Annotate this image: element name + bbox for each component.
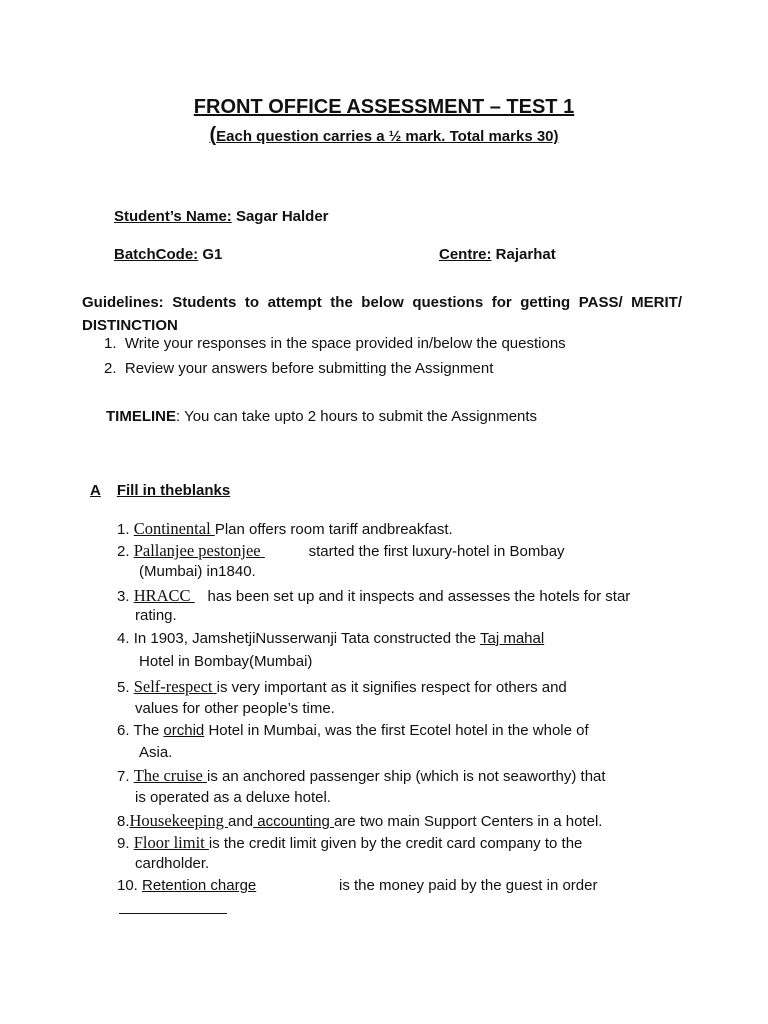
question-number: 3. (117, 588, 134, 605)
question-number: 2. (117, 543, 134, 560)
guideline-item (104, 360, 493, 377)
guideline-text: Review your answers before submitting the Assignment (124, 360, 494, 377)
answer-blank: accounting (253, 813, 334, 830)
question-text: is the credit limit given by the credit card company to the (208, 835, 583, 852)
timeline-text: : You can take upto 2 hours to submit the Assignments (176, 408, 538, 425)
question-5-continued: values for other people’s time. (135, 700, 335, 717)
question-text-before: The (133, 722, 164, 739)
question-number: 9. (117, 835, 134, 852)
blank-underline (191, 588, 203, 605)
student-name-value: Sagar Halder (231, 208, 329, 225)
question-number: 8. (117, 813, 130, 830)
batch-code-label: BatchCode: (114, 246, 199, 263)
question-text: In 1903, JamshetjiNusserwanji Tata constructed the (133, 630, 480, 647)
question-9 (117, 833, 582, 853)
question-10-text: is the money paid by the guest in order (339, 877, 598, 894)
timeline-label: TIMELINE (106, 408, 176, 425)
answer-blank: Housekeeping (129, 811, 229, 830)
question-text: started the first luxury-hotel in Bombay (308, 543, 565, 560)
guideline-number: 1. (104, 335, 117, 352)
question-number: 7. (117, 768, 134, 785)
batch-code-row (114, 246, 222, 263)
answer-blank: Retention charge (142, 877, 257, 894)
question-7 (117, 766, 606, 786)
answer-blank: Pallanjee pestonjee (133, 541, 261, 560)
question-1 (117, 519, 453, 539)
question-text-mid: and (228, 813, 254, 830)
answer-blank: Continental (133, 519, 215, 538)
guideline-text: Write your responses in the space provided in/below the questions (124, 335, 566, 352)
question-3 (117, 586, 630, 606)
subtitle-paren: ( (209, 124, 217, 146)
answer-blank: Taj mahal (480, 630, 545, 647)
question-number: 6. (117, 722, 134, 739)
question-number: 10. (117, 877, 143, 894)
question-8 (117, 811, 602, 831)
question-6-continued: Asia. (139, 744, 173, 761)
answer-blank: Floor limit (133, 833, 209, 852)
question-text: has been set up and it inspects and assesses the hotels for star (207, 588, 631, 605)
centre-value: Rajarhat (491, 246, 556, 263)
question-text: Hotel in Mumbai, was the first Ecotel hotel in the whole of (204, 722, 589, 739)
question-number: 5. (117, 679, 134, 696)
answer-blank: Self-respect (133, 677, 217, 696)
question-2 (117, 541, 565, 561)
section-title: Fill in theblanks (116, 482, 231, 499)
question-number: 1. (117, 521, 134, 538)
guidelines-text: Guidelines: Students to attempt the below questions for getting PASS/ MERIT/ DISTINCTION (82, 294, 682, 334)
question-4 (117, 630, 544, 647)
question-text: is very important as it signifies respect for others and (216, 679, 567, 696)
question-2-continued: (Mumbai) in1840. (139, 563, 256, 580)
answer-blank: orchid (163, 722, 205, 739)
student-name-row (114, 208, 329, 225)
batch-code-value: G1 (198, 246, 223, 263)
page-title: FRONT OFFICE ASSESSMENT – TEST 1 (193, 96, 575, 118)
question-7-continued: is operated as a deluxe hotel. (135, 789, 331, 806)
section-a-heading (90, 482, 230, 499)
guideline-number: 2. (104, 360, 117, 377)
question-9-continued: cardholder. (135, 855, 210, 872)
question-number: 4. (117, 630, 134, 647)
centre-row (439, 246, 556, 263)
question-6 (117, 722, 589, 739)
answer-blank-line (119, 913, 227, 914)
question-text: are two main Support Centers in a hotel. (333, 813, 603, 830)
page-subtitle (0, 124, 768, 147)
subtitle-text: Each question carries a ½ mark. Total marks 30) (216, 128, 559, 145)
blank-underline (261, 543, 309, 560)
timeline-row (106, 408, 537, 425)
question-5 (117, 677, 567, 697)
centre-label: Centre: (439, 246, 492, 263)
section-letter: A (90, 482, 101, 499)
answer-blank: HRACC (133, 586, 191, 605)
question-3-continued: rating. (135, 607, 177, 624)
answer-blank: The cruise (133, 766, 207, 785)
question-text: is an anchored passenger ship (which is not seaworthy) that (207, 768, 606, 785)
student-name-label: Student’s Name: (114, 208, 232, 225)
guideline-item (104, 335, 566, 352)
question-4-continued: Hotel in Bombay(Mumbai) (139, 653, 313, 670)
question-10 (117, 877, 256, 894)
question-text: Plan offers room tariff andbreakfast. (214, 521, 453, 538)
